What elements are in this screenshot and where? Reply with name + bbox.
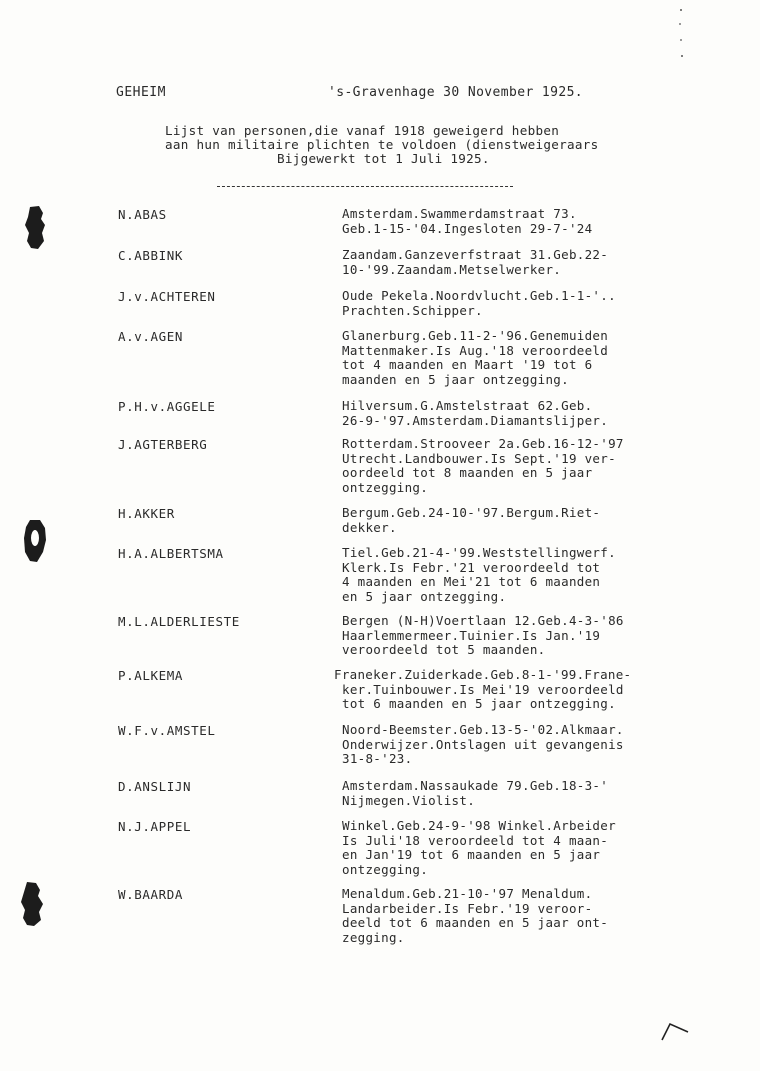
- person-details: [334, 668, 654, 712]
- detail-line: Glanerburg.Geb.11-2-'96.Genemuiden: [342, 328, 609, 343]
- person-details: [342, 779, 662, 808]
- detail-line: Hilversum.G.Amstelstraat 62.Geb.: [342, 398, 593, 413]
- person-details: [342, 437, 662, 495]
- detail-line: Utrecht.Landbouwer.Is Sept.'19 ver-: [342, 450, 616, 466]
- person-details: [342, 614, 662, 658]
- detail-line: Klerk.Is Febr.'21 veroordeeld tot: [342, 559, 601, 575]
- person-name: H.AKKER: [118, 506, 175, 521]
- person-name: P.H.v.AGGELE: [118, 399, 216, 414]
- detail-line: dekker.: [342, 519, 397, 535]
- title-line-2: aan hun militaire plichten te voldoen (dienstweigeraars: [165, 137, 599, 152]
- person-details: [342, 723, 662, 767]
- person-name: N.ABAS: [118, 207, 167, 222]
- detail-line: Onderwijzer.Ontslagen uit gevangenis: [342, 736, 624, 752]
- classification-label: GEHEIM: [116, 85, 166, 100]
- detail-line: tot 6 maanden en 5 jaar ontzegging.: [342, 696, 616, 712]
- person-name: W.F.v.AMSTEL: [118, 723, 216, 738]
- detail-line: en 5 jaar ontzegging.: [342, 588, 507, 604]
- detail-line: deeld tot 6 maanden en 5 jaar ont-: [342, 915, 609, 931]
- detail-line: Menaldum.Geb.21-10-'97 Menaldum.: [342, 886, 593, 901]
- detail-line: Noord-Beemster.Geb.13-5-'02.Alkmaar.: [342, 722, 624, 737]
- detail-line: Is Juli'18 veroordeeld tot 4 maan-: [342, 832, 609, 848]
- detail-line: 26-9-'97.Amsterdam.Diamantslijper.: [342, 412, 609, 428]
- detail-line: Franeker.Zuiderkade.Geb.8-1-'99.Frane-: [334, 667, 632, 682]
- punch-hole-bottom: [20, 880, 44, 928]
- margin-specks: [676, 4, 686, 68]
- person-name: M.L.ALDERLIESTE: [118, 614, 240, 629]
- person-details: [342, 819, 662, 877]
- title-line-1: Lijst van personen,die vanaf 1918 geweigerd hebben: [165, 123, 560, 138]
- detail-line: Landarbeider.Is Febr.'19 veroor-: [342, 900, 593, 916]
- punch-hole-middle: [22, 518, 48, 564]
- person-details: [342, 546, 662, 604]
- detail-line: tot 4 maanden en Maart '19 tot 6: [342, 357, 593, 373]
- person-details: [342, 207, 662, 236]
- person-name: H.A.ALBERTSMA: [118, 546, 224, 561]
- detail-line: maanden en 5 jaar ontzegging.: [342, 371, 569, 387]
- detail-line: Amsterdam.Swammerdamstraat 73.: [342, 206, 577, 221]
- detail-line: Bergum.Geb.24-10-'97.Bergum.Riet-: [342, 505, 601, 520]
- detail-line: Winkel.Geb.24-9-'98 Winkel.Arbeider: [342, 818, 616, 833]
- detail-line: Tiel.Geb.21-4-'99.Weststellingwerf.: [342, 545, 616, 560]
- person-details: [342, 329, 662, 387]
- detail-line: veroordeeld tot 5 maanden.: [342, 642, 546, 658]
- person-name: C.ABBINK: [118, 248, 184, 263]
- detail-line: zegging.: [342, 929, 405, 945]
- detail-line: ker.Tuinbouwer.Is Mei'19 veroordeeld: [342, 681, 624, 697]
- detail-line: ontzegging.: [342, 479, 429, 495]
- detail-line: 31-8-'23.: [342, 751, 413, 767]
- person-name: J.v.ACHTEREN: [118, 289, 216, 304]
- detail-line: oordeeld tot 8 maanden en 5 jaar: [342, 465, 593, 481]
- detail-line: 10-'99.Zaandam.Metselwerker.: [342, 261, 562, 277]
- detail-line: Zaandam.Ganzeverfstraat 31.Geb.22-: [342, 247, 609, 262]
- person-details: [342, 887, 662, 945]
- person-name: P.ALKEMA: [118, 668, 184, 683]
- detail-line: Prachten.Schipper.: [342, 302, 483, 318]
- detail-line: Oude Pekela.Noordvlucht.Geb.1-1-'..: [342, 288, 616, 303]
- person-name: A.v.AGEN: [118, 329, 184, 344]
- detail-line: Rotterdam.Strooveer 2a.Geb.16-12-'97: [342, 436, 624, 451]
- person-details: [342, 289, 662, 318]
- place-date: 's-Gravenhage 30 November 1925.: [328, 85, 584, 100]
- punch-hole-top: [24, 205, 46, 251]
- title-line-3: Bijgewerkt tot 1 Juli 1925.: [277, 151, 490, 166]
- person-name: J.AGTERBERG: [118, 437, 208, 452]
- detail-line: ontzegging.: [342, 861, 429, 877]
- detail-line: Nijmegen.Violist.: [342, 792, 476, 808]
- detail-line: Geb.1-15-'04.Ingesloten 29-7-'24: [342, 220, 593, 236]
- person-name: N.J.APPEL: [118, 819, 192, 834]
- person-name: W.BAARDA: [118, 887, 184, 902]
- person-name: D.ANSLIJN: [118, 779, 192, 794]
- person-details: [342, 506, 662, 535]
- detail-line: Amsterdam.Nassaukade 79.Geb.18-3-': [342, 778, 609, 793]
- detail-line: Mattenmaker.Is Aug.'18 veroordeeld: [342, 342, 609, 358]
- pen-mark: [660, 1020, 690, 1042]
- person-details: [342, 248, 662, 277]
- detail-line: Bergen (N-H)Voertlaan 12.Geb.4-3-'86: [342, 613, 624, 628]
- detail-line: 4 maanden en Mei'21 tot 6 maanden: [342, 574, 601, 590]
- detail-line: Haarlemmermeer.Tuinier.Is Jan.'19: [342, 627, 601, 643]
- person-details: [342, 399, 662, 428]
- detail-line: en Jan'19 tot 6 maanden en 5 jaar: [342, 847, 601, 863]
